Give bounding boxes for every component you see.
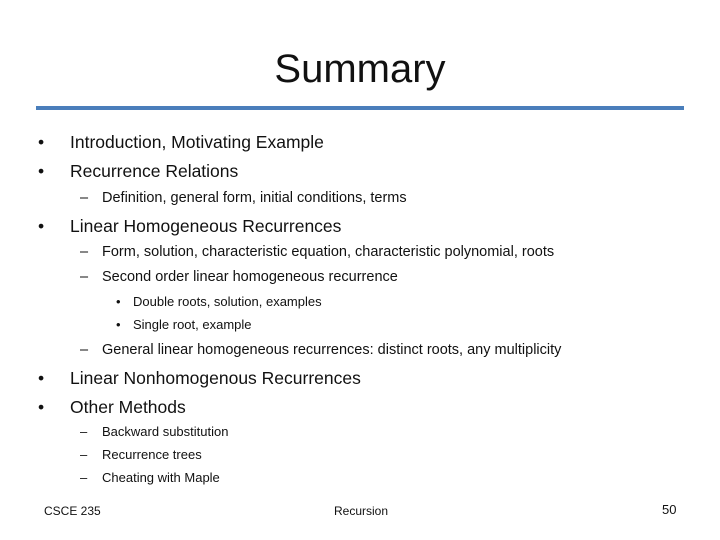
bullet-marker: • [38,161,45,181]
subbullet-marker: – [80,424,88,439]
subbullet-second-order: Second order linear homogeneous recurrence [102,269,398,285]
subbullet-marker: – [80,269,89,285]
subbullet-marker: – [80,244,89,260]
bullet-marker: • [38,216,45,236]
subbullet-backward-substitution: Backward substitution [102,424,229,439]
bullet-marker: • [38,368,45,388]
subbullet-general-linear: General linear homogeneous recurrences: distinct roots, any multiplicity [102,342,562,358]
subbullet-form-solution: Form, solution, characteristic equation, characteristic polynomial, roots [102,244,555,260]
subsubbullet-single-root: Single root, example [133,317,252,332]
bullet-linear-nonhomogenous: Linear Nonhomogenous Recurrences [70,368,361,388]
page-number: 50 [662,502,677,517]
bullet-marker: • [38,132,45,152]
bullet-linear-homogeneous: Linear Homogeneous Recurrences [70,216,342,236]
subbullet-recurrence-trees: Recurrence trees [102,447,202,462]
bullet-marker: • [38,397,45,417]
bullet-other-methods: Other Methods [70,397,186,417]
subsubbullet-marker: • [116,317,121,332]
subbullet-cheating-maple: Cheating with Maple [102,470,220,485]
subbullet-marker: – [80,342,89,358]
bullet-introduction: Introduction, Motivating Example [70,132,324,152]
footer-course: CSCE 235 [44,504,101,518]
subbullet-marker: – [80,190,89,206]
footer-topic: Recursion [334,504,389,518]
subsubbullet-double-roots: Double roots, solution, examples [133,294,322,309]
bullet-recurrence-relations: Recurrence Relations [70,161,239,181]
subbullet-definition: Definition, general form, initial conditions, terms [102,190,407,206]
slide-title: Summary [274,47,446,91]
subbullet-marker: – [80,470,88,485]
subsubbullet-marker: • [116,294,121,309]
title-divider [36,106,684,110]
subbullet-marker: – [80,447,88,462]
